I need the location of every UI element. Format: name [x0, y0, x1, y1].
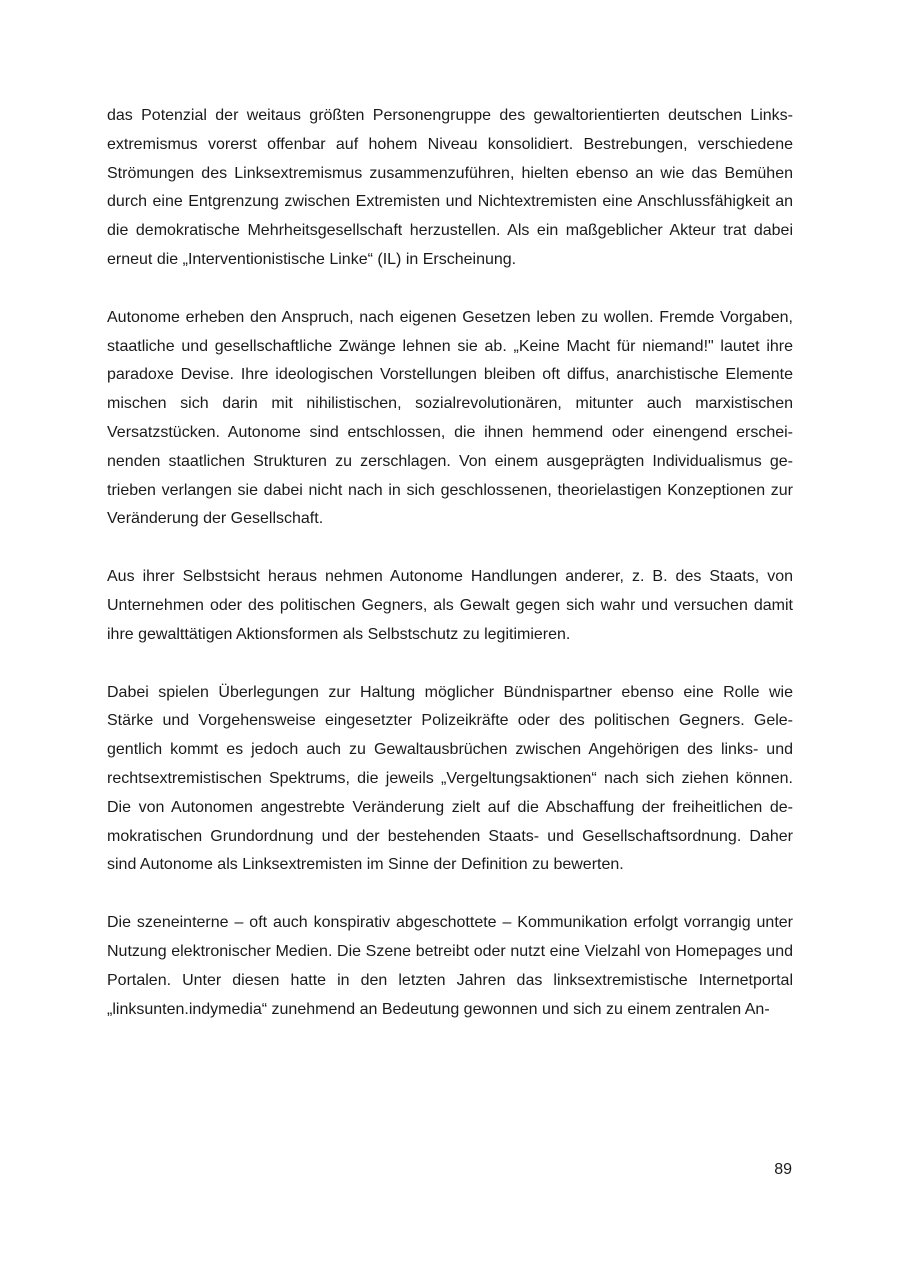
paragraph-4: Dabei spielen Überlegungen zur Haltung möglicher Bündnispartner ebenso eine Rolle wie Stärke und Vorgehensweise eingesetzter Polizeikräfte oder des politischen Gegners. Gelegentlich kommt es jedoch auch zu Gewaltausbrüchen zwischen Angehörigen des links- und rechtsextremistischen Spektrums, die jeweils „Vergeltungsaktionen“ nach sich ziehen können. Die von Autonomen angestrebte Veränderung zielt auf die Abschaffung der freiheitlichen demokratischen Grundordnung und der bestehenden Staats- und Gesellschaftsordnung. Daher sind Autonome als Linksextremisten im Sinne der Definition zu bewerten.: [107, 683, 793, 874]
page-number: 89: [774, 1161, 792, 1178]
paragraph-2: Autonome erheben den Anspruch, nach eigenen Gesetzen leben zu wollen. Fremde Vorgaben, staatliche und gesellschaftliche Zwänge lehnen sie ab. „Keine Macht für niemand!" lautet ihre paradoxe Devise. Ihre ideologischen Vorstellungen bleiben oft diffus, anarchistische Elemente mischen sich darin mit nihilistischen, sozialrevolutionären, mitunter auch marxistischen Versatzstücken. Autonome sind entschlossen, die ihnen hemmend oder einengend erscheinenden staatlichen Strukturen zu zerschlagen. Von einem ausgeprägten Individualismus getrieben verlangen sie dabei nicht nach in sich geschlossenen, theorielastigen Konzeptionen zur Veränderung der Gesellschaft.: [107, 308, 793, 528]
paragraph-5: Die szeneinterne – oft auch konspirativ abgeschottete – Kommunikation erfolgt vorrangig unter Nutzung elektronischer Medien. Die Szene betreibt oder nutzt eine Vielzahl von Homepages und Portalen. Unter diesen hatte in den letzten Jahren das linksextremistische Internetportal „linksunten.indymedia“ zunehmend an Bedeutung gewonnen und sich zu einem zentralen An-: [107, 914, 793, 1018]
document-page: [107, 102, 793, 1053]
paragraph-3: Aus ihrer Selbstsicht heraus nehmen Autonome Handlungen anderer, z. B. des Staats, von Unternehmen oder des politischen Gegners, als Gewalt gegen sich wahr und versuchen damit ihre gewalttätigen Aktionsformen als Selbstschutz zu legitimieren.: [107, 568, 793, 643]
paragraph-1: das Potenzial der weitaus größten Personengruppe des gewaltorientierten deutschen Linksextremismus vorerst offenbar auf hohem Niveau konsolidiert. Bestrebungen, verschiedene Strömungen des Linksextremismus zusammenzuführen, hielten ebenso an wie das Bemühen durch eine Entgrenzung zwischen Extremisten und Nichtextremisten eine Anschlussfähigkeit an die demokratische Mehrheitsgesellschaft herzustellen. Als ein maßgeblicher Akteur trat dabei erneut die „Interventionistische Linke“ (IL) in Erscheinung.: [107, 107, 793, 268]
